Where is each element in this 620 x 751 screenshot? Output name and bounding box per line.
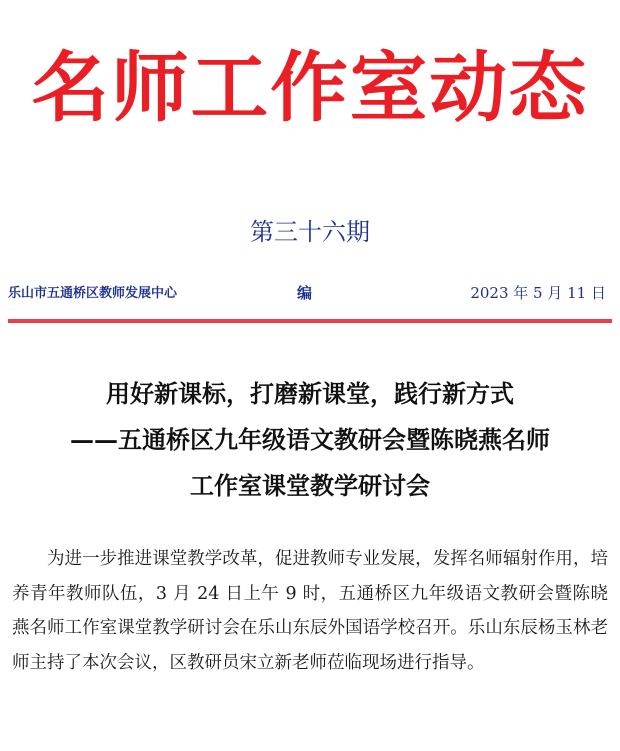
article-headline-line-3: 工作室课堂教学研讨会 [190,471,430,500]
issue-number: 第三十六期 [250,218,370,246]
publisher-organization: 乐山市五通桥区教师发展中心 [8,286,178,301]
article-paragraph: 为进一步推进课堂教学改革，促进教师专业发展，发挥名师辐射作用，培养青年教师队伍，3 月 24 日上午 9 时，五通桥区九年级语文教研会暨陈晓燕名师工作室课堂教学研讨会在乐山东辰外国语学校召开。乐山东辰杨玉林老师主持了本次会议，区教研员宋立新老师莅临现场进行指导。 [12,549,608,673]
header-divider [8,319,612,323]
article-headline-line-2: ——五通桥区九年级语文教研会暨陈晓燕名师 [70,425,550,454]
publish-date: 2023 年 5 月 11 日 [470,284,606,302]
edit-label: 编 [297,284,313,302]
masthead-title: 名师工作室动态 [31,43,589,132]
article-headline-line-1: 用好新课标，打磨新课堂，践行新方式 [106,379,514,408]
